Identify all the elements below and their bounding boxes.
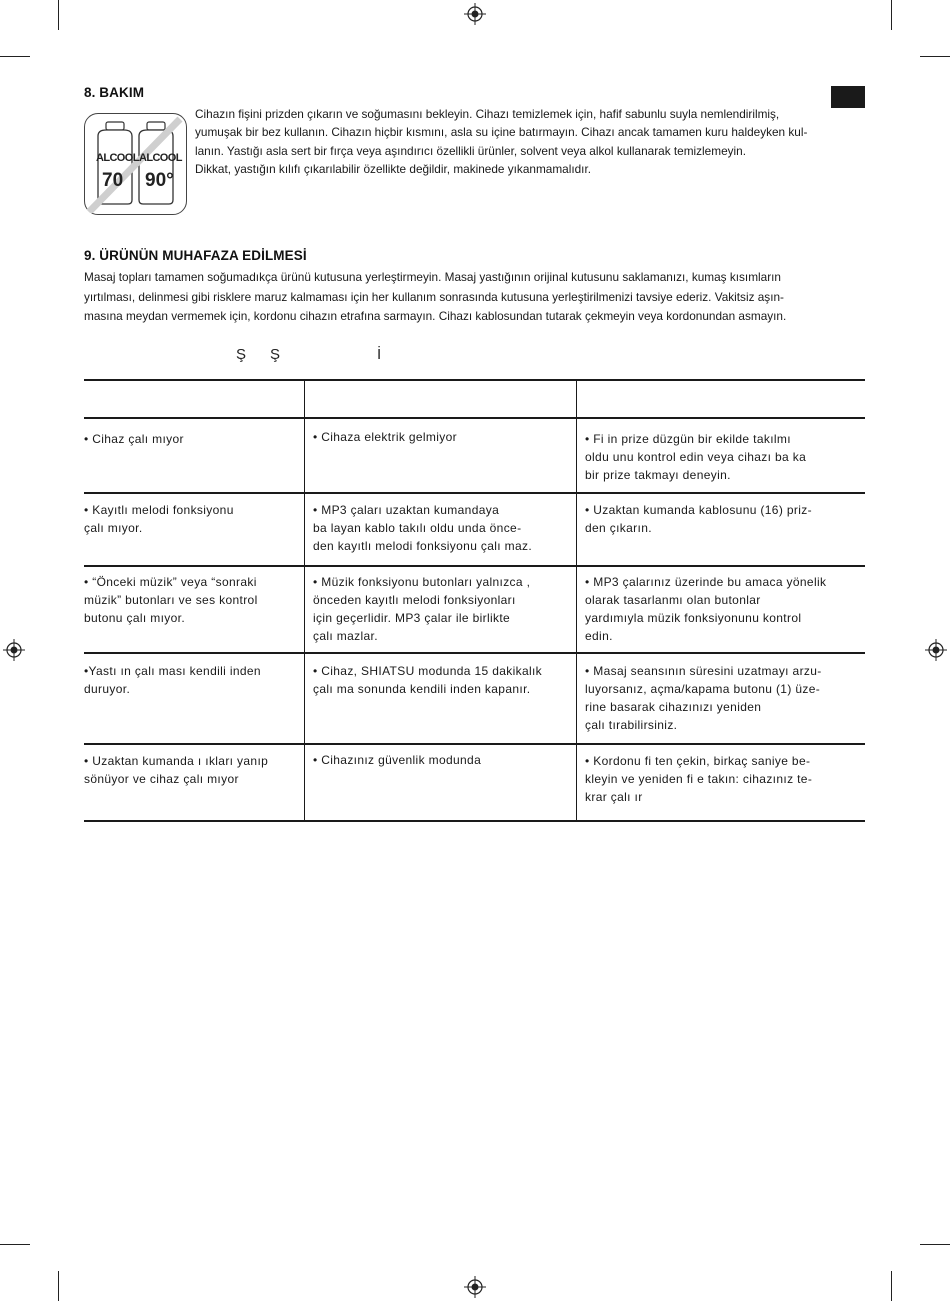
cell-line: sönüyor ve cihaz çalı mıyor [84, 772, 239, 787]
section-8-line: Cihazın fişini prizden çıkarın ve soğumasını bekleyin. Cihazı temizlemek için, hafif sabunlu suyla nemlendirilmiş, [195, 107, 780, 121]
cell-line: luyorsanız, açma/kapama butonu (1) üze- [585, 682, 821, 697]
cell-line: edin. [585, 629, 613, 644]
alcohol-warning-icon [84, 113, 187, 215]
crop-mark [920, 56, 950, 57]
section-8-title: 8. BAKIM [84, 85, 145, 100]
section-9-line: Masaj topları tamamen soğumadıkça ürünü kutusuna yerleştirmeyin. Masaj yastığının orijinal kutusunu saklamanızı, kumaş kısımların [84, 270, 781, 284]
bottle-right-value: 90° [145, 170, 174, 191]
cell-line: duruyor. [84, 682, 131, 697]
section-9-line: yırtılması, delinmesi gibi risklere maruz kalmaması için her kullanım sonrasında kutusuna yerleştirilmenizi tavsiye ederiz. Vakitsiz aşın- [84, 289, 784, 304]
crop-mark [58, 0, 59, 30]
cell-line: çalı mazlar. [313, 629, 378, 644]
column-divider [576, 379, 577, 822]
cell-line: den kayıtlı melodi fonksiyonu çalı maz. [313, 539, 533, 554]
table-rule [84, 820, 865, 822]
registration-mark-icon [464, 3, 486, 25]
cell-line: olarak tasarlanmı olan butonlar [585, 593, 761, 608]
table-cell-problem [84, 662, 261, 698]
table-rule [84, 565, 865, 567]
cell-line: • MP3 çaları uzaktan kumandaya [313, 503, 500, 517]
cell-line: krar çalı ır [585, 790, 643, 805]
section-9-text [84, 268, 786, 327]
table-cell-cause [313, 428, 457, 446]
table-cell-problem [84, 430, 184, 448]
table-rule [84, 417, 865, 419]
section-8-line: Dikkat, yastığın kılıfı çıkarılabilir özellikte değildir, makinede yıkanmamalıdır. [195, 161, 592, 176]
bottle-left-label: ALCOOL [96, 152, 139, 164]
heading-glyph: İ [377, 346, 382, 363]
crop-mark [920, 1244, 950, 1245]
cell-line: • “Önceki müzik” veya “sonraki [84, 575, 257, 589]
crop-mark [891, 0, 892, 30]
cell-line: için geçerlidir. MP3 çalar ile birlikte [313, 611, 511, 626]
table-cell-solution [585, 501, 812, 537]
cell-line: çalı mıyor. [84, 521, 143, 536]
cell-line: • Cihaz, SHIATSU modunda 15 dakikalık [313, 664, 543, 678]
cell-line: • Cihaz çalı mıyor [84, 432, 184, 446]
table-rule [84, 652, 865, 654]
section-9-line: masına meydan vermemek için, kordonu cihazın etrafına sarmayın. Cihazı kablosundan tutarak çekmeyin veya kordonundan asmayın. [84, 309, 787, 323]
cell-line: ba layan kablo takılı oldu unda önce- [313, 521, 522, 536]
cell-line: bir prize takmayı deneyin. [585, 468, 731, 483]
cell-line: • Masaj seansının süresini uzatmayı arzu- [585, 664, 822, 678]
cell-line: • MP3 çalarınız üzerinde bu amaca yönelik [585, 575, 827, 589]
heading-glyph: Ş [270, 346, 281, 363]
crop-mark [0, 56, 30, 57]
table-cell-cause [313, 751, 481, 769]
cell-line: butonu çalı mıyor. [84, 611, 186, 626]
bottle-right-label: ALCOOL [139, 152, 182, 164]
cell-line: • Kayıtlı melodi fonksiyonu [84, 503, 234, 517]
heading-glyph: Ş [236, 346, 247, 363]
cell-line: • Kordonu fi ten çekin, birkaç saniye be- [585, 754, 811, 768]
table-rule [84, 743, 865, 745]
language-tab [831, 86, 865, 108]
cell-line: çalı tırabilirsiniz. [585, 718, 678, 733]
section-8-line: lanın. Yastığı asla sert bir fırça veya aşındırıcı özellikli ürünler, solvent veya alkol kullanarak temizlemeyin. [195, 143, 746, 158]
table-cell-cause [313, 501, 532, 555]
table-rule [84, 379, 865, 381]
table-cell-cause [313, 573, 530, 645]
table-cell-solution [585, 573, 826, 645]
cell-line: den çıkarın. [585, 521, 652, 536]
cell-line: • Müzik fonksiyonu butonları yalnızca , [313, 575, 531, 589]
cell-line: müzik” butonları ve ses kontrol [84, 593, 258, 608]
crop-mark [891, 1271, 892, 1301]
cell-line: yardımıyla müzik fonksiyonunu kontrol [585, 611, 802, 626]
table-cell-cause [313, 662, 542, 698]
registration-mark-icon [925, 639, 947, 661]
cell-line: önceden kayıtlı melodi fonksiyonları [313, 593, 516, 608]
cell-line: •Yastı ın çalı ması kendili inden [84, 664, 261, 678]
bottle-left-value: 70 [102, 170, 124, 191]
table-cell-solution [585, 752, 812, 806]
section-8-text [195, 105, 807, 178]
cell-line: • Fi in prize düzgün bir ekilde takılmı [585, 432, 791, 446]
table-cell-solution [585, 662, 822, 734]
table-cell-problem [84, 573, 258, 627]
section-8-line: yumuşak bir bez kullanın. Cihazın hiçbir kısmını, asla su içine batırmayın. Cihazı ancak tamamen kuru haldeyken kul- [195, 125, 808, 140]
crop-mark [58, 1271, 59, 1301]
cell-line: kleyin ve yeniden fi e takın: cihazınız te- [585, 772, 813, 787]
registration-mark-icon [3, 639, 25, 661]
cell-line: çalı ma sonunda kendili inden kapanır. [313, 682, 531, 697]
crop-mark [0, 1244, 30, 1245]
cell-line: • Cihazınız güvenlik modunda [313, 753, 482, 767]
section-9-title: 9. ÜRÜNÜN MUHAFAZA EDİLMESİ [84, 248, 307, 263]
table-cell-problem [84, 752, 268, 788]
cell-line: • Uzaktan kumanda ı ıkları yanıp [84, 754, 269, 768]
cell-line: oldu unu kontrol edin veya cihazı ba ka [585, 450, 807, 465]
table-cell-problem [84, 501, 234, 537]
registration-mark-icon [464, 1276, 486, 1298]
column-divider [304, 379, 305, 822]
cell-line: • Cihaza elektrik gelmiyor [313, 430, 458, 444]
table-cell-solution [585, 430, 806, 484]
cell-line: • Uzaktan kumanda kablosunu (16) priz- [585, 503, 812, 517]
table-rule [84, 492, 865, 494]
cell-line: rine basarak cihazınızı yeniden [585, 700, 762, 715]
